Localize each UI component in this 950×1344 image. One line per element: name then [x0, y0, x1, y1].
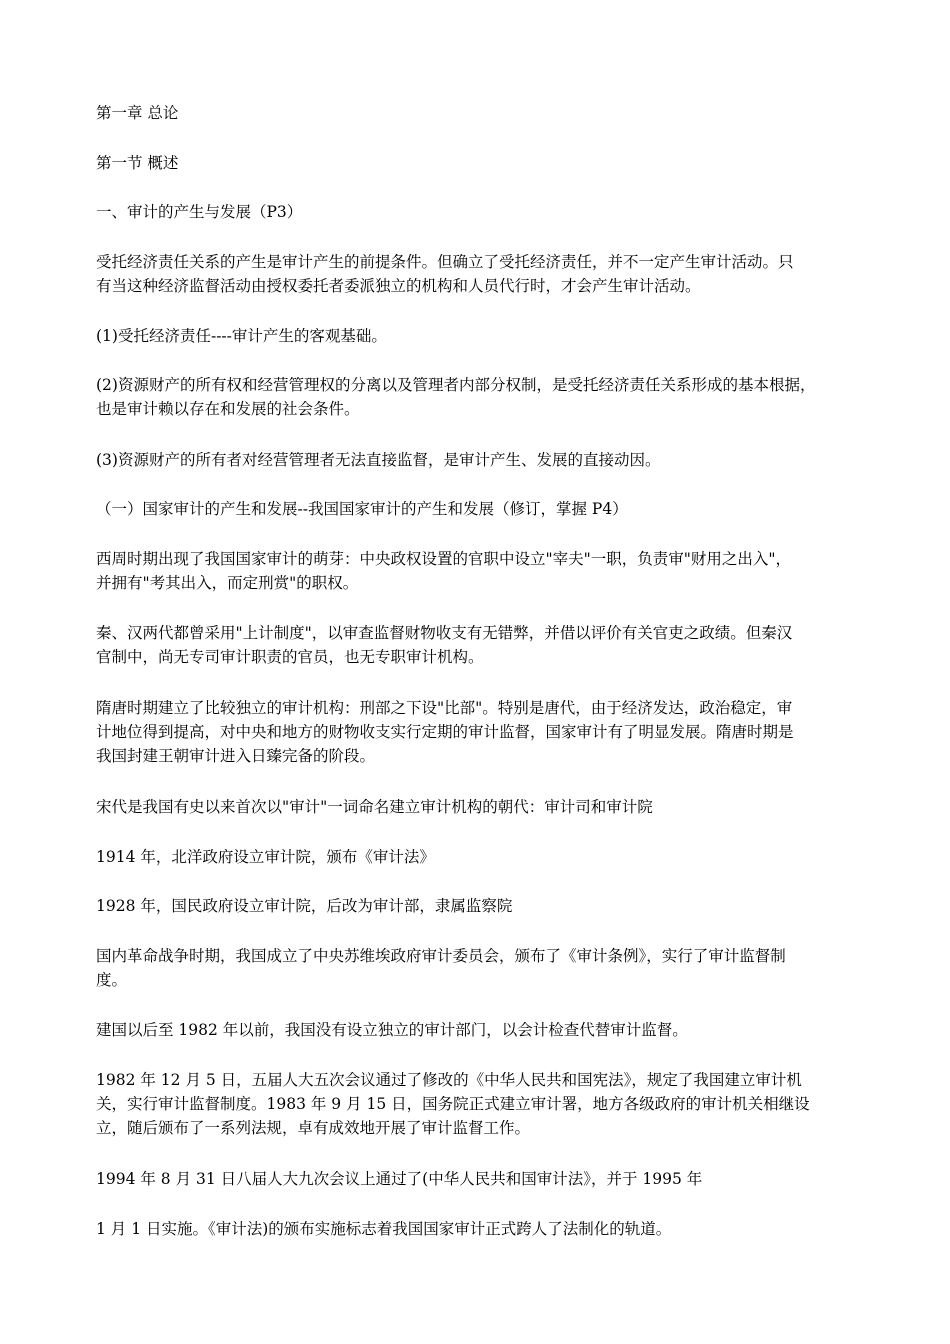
section-title: 第一节 概述 — [96, 154, 179, 172]
paragraph-2: (1)受托经济责任----审计产生的客观基础。 — [96, 327, 387, 345]
paragraph-10: 1914 年，北洋政府设立审计院，颁布《审计法》 — [96, 848, 435, 866]
paragraph-15: 1994 年 8 月 31 日八届人大九次会议上通过了(中华人民共和国审计法》，并于 1995 年 — [96, 1170, 703, 1188]
paragraph-5: （一）国家审计的产生和发展--我国国家审计的产生和发展（修订，掌握 P4） — [96, 500, 628, 518]
chapter-title: 第一章 总论 — [96, 104, 179, 122]
paragraph-9: 宋代是我国有史以来首次以"审计"一词命名建立审计机构的朝代：审计司和审计院 — [96, 798, 653, 816]
paragraph-6: 西周时期出现了我国国家审计的萌芽：中央政权设置的官职中设立"宰夫"一职，负责审"财用之出入"， 并拥有"考其出入，而定刑赏"的职权。 — [96, 550, 792, 592]
paragraph-1: 受托经济责任关系的产生是审计产生的前提条件。但确立了受托经济责任，并不一定产生审计活动。只 有当这种经济监督活动由授权委托者委派独立的机构和人员代行时，才会产生审计活动。 — [96, 253, 794, 295]
paragraph-14: 1982 年 12 月 5 日，五届人大五次会议通过了修改的《中华人民共和国宪法》，规定了我国建立审计机 关，实行审计监督制度。1983 年 9 月 15 日，国务院正式建立审计署，地方各级政府的审计机关相继设 立，随后颁布了一系列法规，卓有成效地开展了审计监督工作。 — [96, 1071, 810, 1137]
paragraph-4: (3)资源财产的所有者对经营管理者无法直接监督，是审计产生、发展的直接动因。 — [96, 451, 661, 469]
paragraph-13: 建国以后至 1982 年以前，我国没有设立独立的审计部门，以会计检查代替审计监督。 — [96, 1021, 688, 1039]
paragraph-12: 国内革命战争时期，我国成立了中央苏维埃政府审计委员会，颁布了《审计条例》，实行了审计监督制 度。 — [96, 947, 786, 989]
paragraph-11: 1928 年，国民政府设立审计院，后改为审计部，隶属监察院 — [96, 897, 513, 915]
paragraph-8: 隋唐时期建立了比较独立的审计机构：刑部之下设"比部"。特别是唐代，由于经济发达，政治稳定，审 计地位得到提高，对中央和地方的财物收支实行定期的审计监督，国家审计有了明显发展。隋唐时期是 我国封建王朝审计进入日臻完备的阶段。 — [96, 699, 794, 765]
paragraph-16: 1 月 1 日实施。《审计法)的颁布实施标志着我国国家审计正式跨人了法制化的轨道。 — [96, 1220, 672, 1238]
paragraph-7: 秦、汉两代都曾采用"上计制度"，以审查监督财物收支有无错弊，并借以评价有关官吏之政绩。但秦汉 官制中，尚无专司审计职责的官员，也无专职审计机构。 — [96, 624, 793, 666]
subsection-title: 一、审计的产生与发展（P3） — [96, 203, 303, 221]
paragraph-3: (2)资源财产的所有权和经营管理权的分离以及管理者内部分权制，是受托经济责任关系形成的基本根据， 也是审计赖以存在和发展的社会条件。 — [96, 376, 816, 418]
